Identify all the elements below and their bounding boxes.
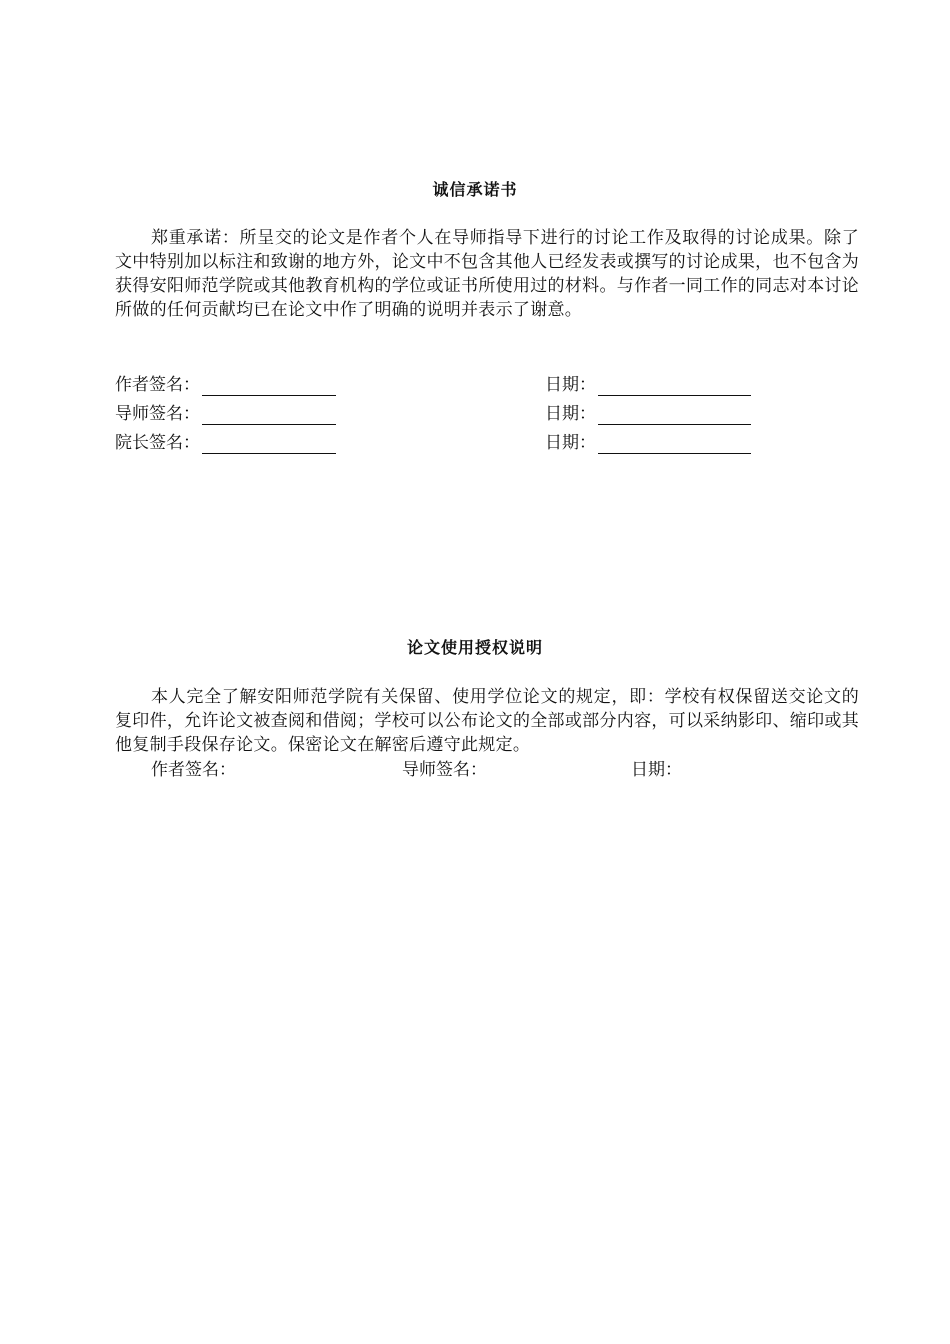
author-signature-label: 作者签名： [115,375,200,395]
author-date-row [545,374,751,396]
advisor-date-line [598,410,751,425]
dean-date-row [545,432,751,454]
advisor-date-label: 日期： [545,404,596,424]
dean-signature-line [202,439,336,454]
authorization-title: 论文使用授权说明 [406,638,543,657]
integrity-body: 郑重承诺：所呈交的论文是作者个人在导师指导下进行的讨论工作及取得的讨论成果。除了文中特别加以标注和致谢的地方外，论文中不包含其他人已经发表或撰写的讨论成果，也不包含为获得安阳师范学院或其他教育机构的学位或证书所使用过的材料。与作者一同工作的同志对本讨论所做的任何贡献均已在论文中作了明确的说明并表示了谢意。 [115,228,859,320]
author-date-line [598,381,751,396]
dean-signature-row [115,432,336,454]
advisor-signature-label: 导师签名： [115,404,200,424]
integrity-title: 诚信承诺书 [432,180,518,199]
auth-date-label: 日期： [631,760,682,780]
author-signature-row [115,374,336,396]
auth-advisor-sign-label: 导师签名： [402,760,487,780]
dean-signature-label: 院长签名： [115,433,200,453]
dean-date-line [598,439,751,454]
advisor-date-row [545,403,751,425]
dean-date-label: 日期： [545,433,596,453]
advisor-signature-line [202,410,336,425]
author-date-label: 日期： [545,375,596,395]
authorization-body: 本人完全了解安阳师范学院有关保留、使用学位论文的规定，即：学校有权保留送交论文的复印件，允许论文被查阅和借阅；学校可以公布论文的全部或部分内容，可以采纳影印、缩印或其他复制手段保存论文。保密论文在解密后遵守此规定。 [115,687,859,755]
author-signature-line [202,381,336,396]
auth-author-sign-label: 作者签名： [151,760,236,780]
advisor-signature-row [115,403,336,425]
